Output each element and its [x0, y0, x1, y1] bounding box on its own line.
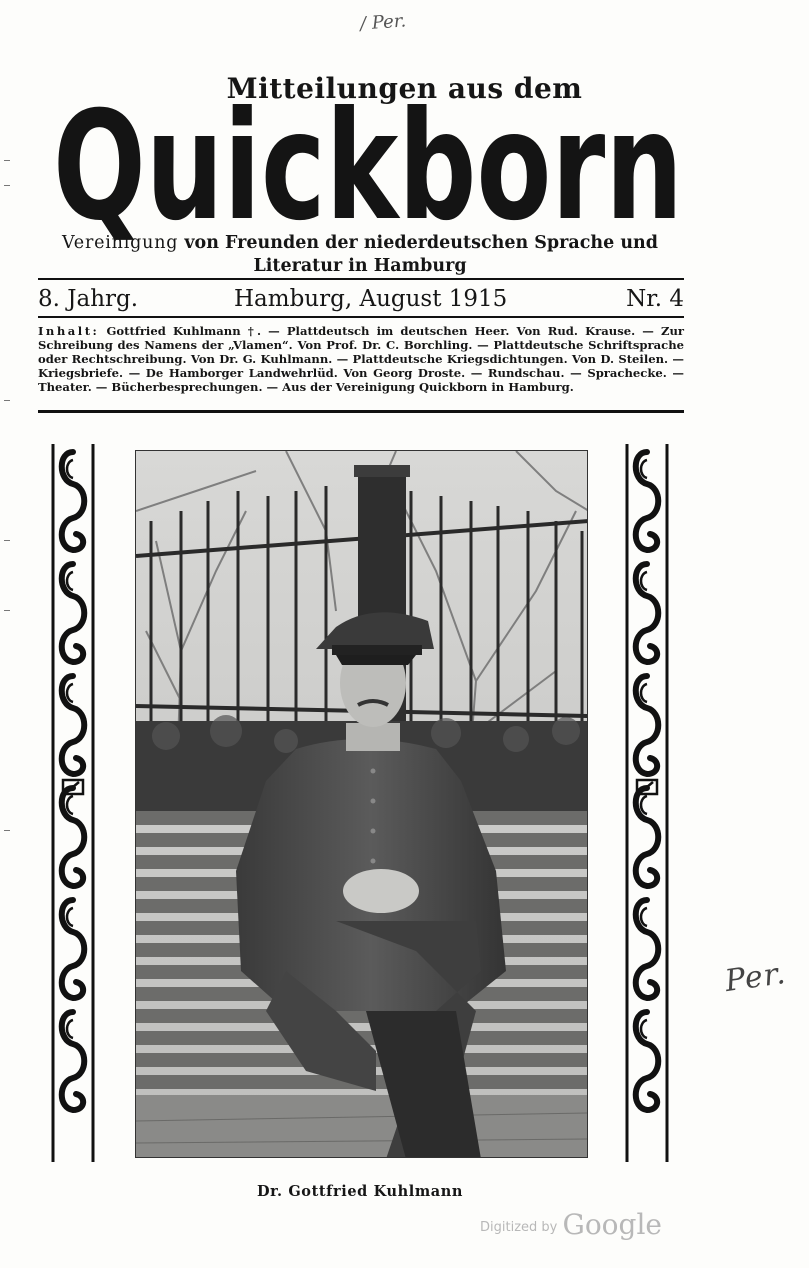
border-ornament — [62, 564, 85, 662]
portrait-photo — [135, 450, 588, 1158]
issue-line — [38, 283, 684, 317]
subtitle-spaced-word: Vereinigung — [61, 233, 179, 253]
border-ornament — [636, 788, 659, 886]
margin-mark — [4, 830, 10, 831]
rule-top — [38, 278, 684, 280]
rule-bottom — [38, 410, 684, 413]
masthead-kicker: Mitteilungen aus dem — [226, 72, 583, 105]
contents-label: Inhalt: — [38, 324, 100, 338]
subtitle-line-2: Literatur in Hamburg — [253, 256, 467, 276]
photo-caption: Dr. Gottfried Kuhlmann — [256, 1183, 464, 1200]
margin-mark — [4, 400, 10, 401]
border-ornament — [636, 676, 659, 774]
subtitle-line-1-rest: von Freunden der niederdeutschen Sprache und — [178, 233, 659, 253]
border-ornament — [636, 1012, 659, 1110]
ornamental-border-left — [50, 444, 96, 1162]
ornamental-border-right — [624, 444, 670, 1162]
google-logo: Google — [562, 1208, 662, 1241]
watermark-prefix: Digitized by — [480, 1220, 558, 1235]
border-ornament — [62, 676, 85, 774]
masthead-subtitle — [40, 232, 680, 278]
contents-block — [38, 324, 684, 394]
rule-under-issue — [38, 316, 684, 318]
pencil-annotation-margin: Per. — [722, 955, 789, 1000]
margin-mark — [4, 160, 10, 161]
issue-place-date: Hamburg, August 1915 — [234, 286, 508, 312]
margin-mark — [4, 540, 10, 541]
margin-mark — [4, 610, 10, 611]
border-ornament — [62, 452, 85, 550]
border-ornament — [636, 900, 659, 998]
border-ornament — [62, 1012, 85, 1110]
masthead-title — [48, 100, 688, 240]
margin-mark — [4, 185, 10, 186]
contents-text: Gottfried Kuhlmann †. — Plattdeutsch im deutschen Heer. Von Rud. Krause. — Zur Schreibung des Namens der „Vlamen“. Von Prof. Dr. C. Borchling. — Plattdeutsche Schriftsprache oder Rechtschreibung. Von Dr. G. Kuhlmann. — Plattdeutsche Kriegsdichtungen. Von D. Steilen. — Kriegsbriefe. — De Hamborger Landwehrlüd. Von Georg Droste. — Rundschau. — Sprachecke. — Theater. — Bücherbesprechungen. — Aus der Vereinigung Quickborn in Hamburg. — [38, 324, 684, 394]
issue-volume: 8. Jahrg. — [38, 286, 139, 312]
portrait-photo-image — [136, 451, 588, 1158]
border-ornament — [636, 452, 659, 550]
border-ornament — [62, 788, 85, 886]
border-ornament — [62, 900, 85, 998]
masthead-title-text: Quickborn — [53, 100, 683, 240]
digitized-watermark — [480, 1208, 662, 1241]
border-ornament — [636, 564, 659, 662]
issue-number: Nr. 4 — [626, 286, 684, 312]
pencil-annotation-top: / Per. — [359, 10, 407, 35]
subtitle-line-1 — [40, 232, 680, 255]
